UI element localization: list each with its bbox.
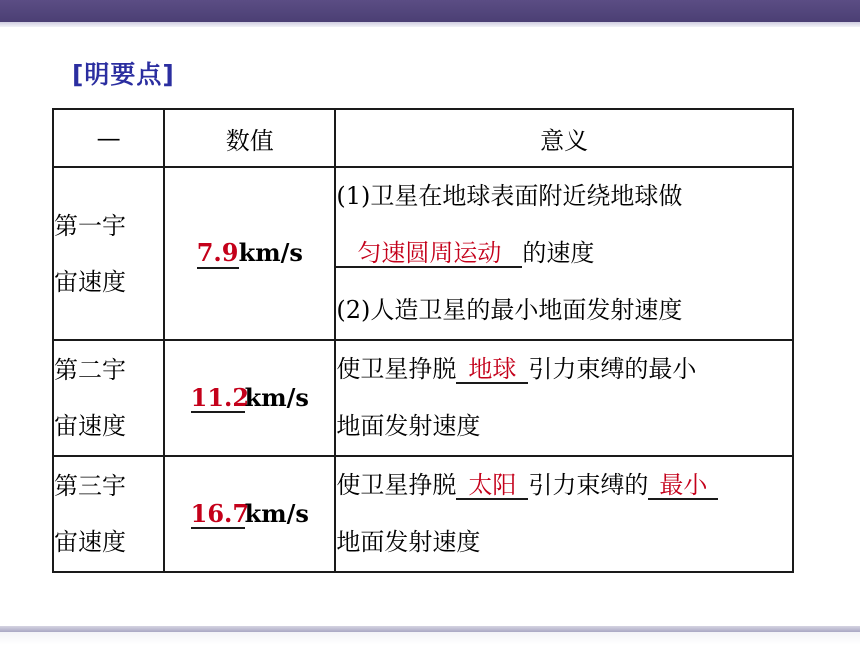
- header-col-value: 数值: [164, 109, 335, 167]
- table-row: [53, 167, 793, 340]
- answer-blank: 16.7: [190, 498, 250, 528]
- row-name-line2: 宙速度: [54, 267, 126, 296]
- header-col-1: —: [53, 109, 164, 167]
- row-name-line1: 第一宇: [54, 211, 126, 240]
- meaning-text: 的速度: [522, 239, 595, 267]
- table-row: [53, 456, 793, 572]
- row-name-line1: 第三宇: [54, 472, 126, 500]
- velocity-table: [52, 108, 794, 573]
- meaning-line: [336, 457, 792, 514]
- answer-blank: 地球: [456, 356, 528, 384]
- row-name-line2: 宙速度: [54, 412, 126, 440]
- row-meaning-cell: [335, 167, 793, 340]
- answer-blank: 匀速圆周运动: [336, 240, 522, 268]
- row-value-cell: [164, 340, 335, 456]
- row-name-line2: 宙速度: [54, 528, 126, 556]
- meaning-line: 地面发射速度: [336, 412, 481, 440]
- meaning-text: 使卫星挣脱: [336, 471, 457, 499]
- row-value-cell: [164, 456, 335, 572]
- top-band: [0, 0, 860, 22]
- answer-blank: 11.2: [190, 382, 250, 412]
- unit-label: km/s: [244, 498, 309, 528]
- header-col-meaning: 意义: [335, 109, 793, 167]
- row-name-cell: [53, 456, 164, 572]
- meaning-text: 使卫星挣脱: [336, 355, 457, 383]
- table-row: [53, 340, 793, 456]
- meaning-line: [336, 225, 792, 282]
- bottom-band-fade: [0, 632, 860, 645]
- answer-blank: 太阳: [456, 472, 528, 500]
- row-name-cell: [53, 167, 164, 340]
- row-name-line1: 第二宇: [54, 356, 126, 384]
- row-meaning-cell: [335, 456, 793, 572]
- section-title: [明要点]: [72, 60, 175, 89]
- meaning-line: 地面发射速度: [336, 528, 481, 556]
- top-band-line: [0, 22, 860, 27]
- meaning-text: 引力束缚的最小: [528, 355, 697, 383]
- unit-label: km/s: [244, 382, 309, 412]
- row-name-cell: [53, 340, 164, 456]
- meaning-text: 引力束缚的: [528, 471, 649, 499]
- meaning-line: [336, 341, 792, 398]
- answer-blank: 最小: [648, 472, 718, 500]
- unit-label: km/s: [238, 238, 303, 268]
- row-value-cell: [164, 167, 335, 340]
- answer-blank: 7.9: [196, 238, 239, 268]
- row-meaning-cell: [335, 340, 793, 456]
- meaning-line: (2)人造卫星的最小地面发射速度: [336, 296, 683, 324]
- table-header-row: [53, 109, 793, 167]
- meaning-line: (1)卫星在地球表面附近绕地球做: [336, 182, 683, 210]
